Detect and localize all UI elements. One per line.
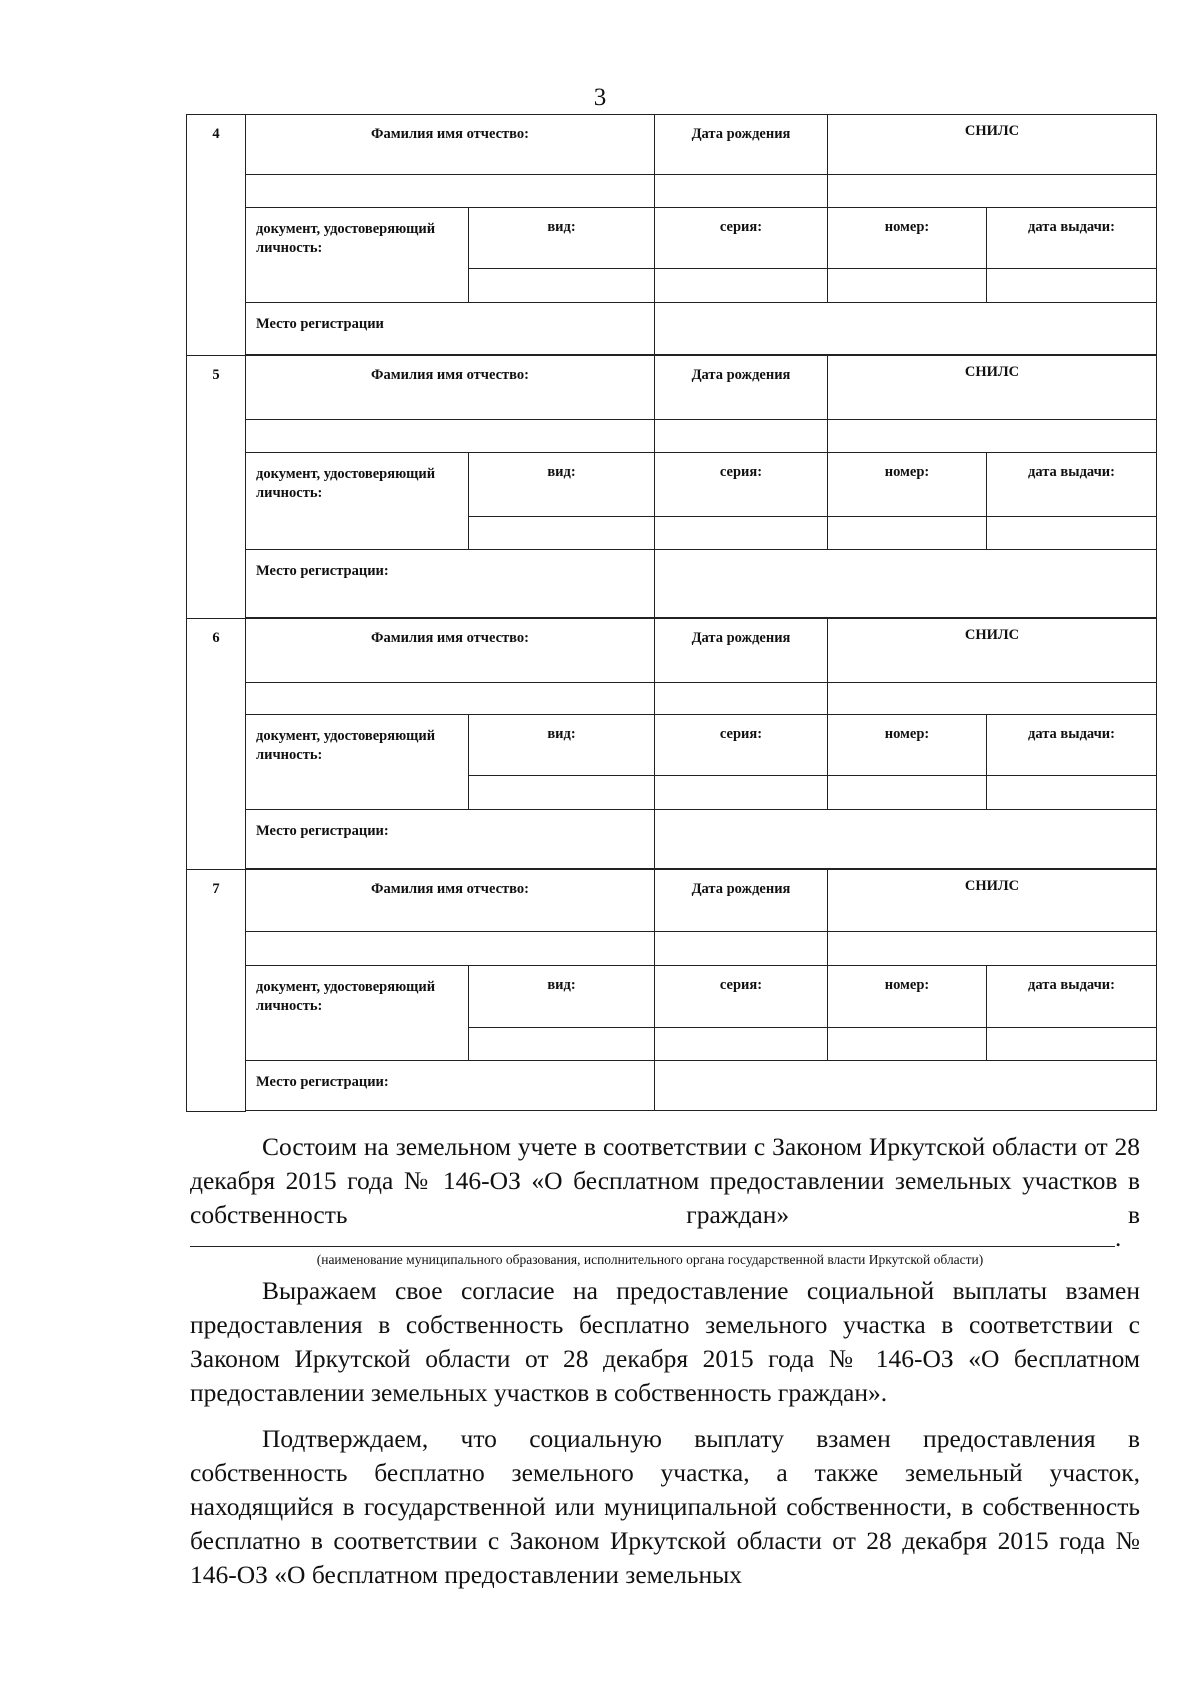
date-field[interactable] <box>987 1028 1157 1061</box>
doc-label: документ, удостоверяющий личность: <box>246 966 469 1061</box>
vid-field[interactable] <box>469 517 655 550</box>
vid-field[interactable] <box>469 776 655 810</box>
vid-field[interactable] <box>469 269 655 303</box>
doc-label: документ, удостоверяющий личность: <box>246 208 469 303</box>
dob-field[interactable] <box>655 175 828 208</box>
fio-header: Фамилия имя отчество: <box>246 619 655 683</box>
date-header: дата выдачи: <box>987 208 1157 269</box>
registration-field[interactable] <box>655 303 1157 355</box>
dob-header: Дата рождения <box>655 619 828 683</box>
nomer-field[interactable] <box>828 1028 987 1061</box>
snils-header: СНИЛС <box>828 356 1157 420</box>
fill-line-caption: (наименование муниципального образования, исполнительного органа государственной власти Иркутской области) <box>316 1252 984 1267</box>
seria-header: серия: <box>655 208 828 269</box>
snils-field[interactable] <box>828 420 1157 453</box>
paragraph-confirmation: Подтверждаем, что социальную выплату взамен предоставления в собственность бесплатно земельного участка, а также земельный участок, находящийся в государственной или муниципальной собственности, в собственность бесплатно в соответствии с Законом Иркутской области от 28 декабря 2015 года № 146-ОЗ «О бесплатном предоставлении земельных <box>190 1424 1140 1589</box>
registration-label: Место регистрации: <box>246 810 655 869</box>
date-field[interactable] <box>987 517 1157 550</box>
registration-label: Место регистрации: <box>246 550 655 618</box>
snils-field[interactable] <box>828 683 1157 715</box>
date-header: дата выдачи: <box>987 453 1157 517</box>
registration-field[interactable] <box>655 1061 1157 1111</box>
dob-field[interactable] <box>655 420 828 453</box>
page-number: 3 <box>593 84 607 111</box>
vid-header: вид: <box>469 208 655 269</box>
date-header: дата выдачи: <box>987 715 1157 776</box>
doc-label: документ, удостоверяющий личность: <box>246 453 469 550</box>
row-number: 5 <box>187 356 246 619</box>
row-number: 4 <box>187 115 246 356</box>
fio-field[interactable] <box>246 420 655 453</box>
row-number: 6 <box>187 619 246 870</box>
dob-header: Дата рождения <box>655 870 828 932</box>
seria-field[interactable] <box>655 269 828 303</box>
body-text <box>190 1130 1140 1592</box>
fio-header: Фамилия имя отчество: <box>246 870 655 932</box>
paragraph-consent: Выражаем свое согласие на предоставление социальной выплаты взамен предоставления в собственность бесплатно земельного участка в соответствии с Законом Иркутской области от 28 декабря 2015 года № 146-ОЗ «О бесплатном предоставлении земельных участков в собственность граждан». <box>190 1276 1140 1407</box>
snils-header: СНИЛС <box>828 619 1157 683</box>
snils-field[interactable] <box>828 932 1157 966</box>
nomer-header: номер: <box>828 208 987 269</box>
nomer-field[interactable] <box>828 776 987 810</box>
date-field[interactable] <box>987 269 1157 303</box>
nomer-header: номер: <box>828 966 987 1028</box>
paragraph-land-registration: Состоим на земельном учете в соответствии с Законом Иркутской области от 28 декабря 2015 года № 146-ОЗ «О бесплатном предоставлении земельных участков в собственность граждан» в <box>190 1132 1140 1229</box>
registration-field[interactable] <box>655 550 1157 618</box>
fio-field[interactable] <box>246 683 655 715</box>
snils-header: СНИЛС <box>828 115 1157 175</box>
registration-label: Место регистрации <box>246 303 655 355</box>
registration-label: Место регистрации: <box>246 1061 655 1111</box>
dob-header: Дата рождения <box>655 115 828 175</box>
registration-field[interactable] <box>655 810 1157 869</box>
fio-header: Фамилия имя отчество: <box>246 356 655 420</box>
seria-header: серия: <box>655 715 828 776</box>
seria-field[interactable] <box>655 1028 828 1061</box>
snils-header: СНИЛС <box>828 870 1157 932</box>
nomer-header: номер: <box>828 715 987 776</box>
seria-field[interactable] <box>655 776 828 810</box>
dob-field[interactable] <box>655 683 828 715</box>
vid-header: вид: <box>469 453 655 517</box>
date-header: дата выдачи: <box>987 966 1157 1028</box>
seria-header: серия: <box>655 453 828 517</box>
fio-header: Фамилия имя отчество: <box>246 115 655 175</box>
row-number: 7 <box>187 870 246 1112</box>
family-members-table <box>186 114 1157 1112</box>
municipality-fill-line[interactable]: . <box>190 1232 1140 1260</box>
nomer-field[interactable] <box>828 517 987 550</box>
fio-field[interactable] <box>246 175 655 208</box>
seria-header: серия: <box>655 966 828 1028</box>
vid-header: вид: <box>469 966 655 1028</box>
vid-header: вид: <box>469 715 655 776</box>
fio-field[interactable] <box>246 932 655 966</box>
seria-field[interactable] <box>655 517 828 550</box>
nomer-field[interactable] <box>828 269 987 303</box>
vid-field[interactable] <box>469 1028 655 1061</box>
nomer-header: номер: <box>828 453 987 517</box>
snils-field[interactable] <box>828 175 1157 208</box>
doc-label: документ, удостоверяющий личность: <box>246 715 469 810</box>
date-field[interactable] <box>987 776 1157 810</box>
dob-header: Дата рождения <box>655 356 828 420</box>
dob-field[interactable] <box>655 932 828 966</box>
